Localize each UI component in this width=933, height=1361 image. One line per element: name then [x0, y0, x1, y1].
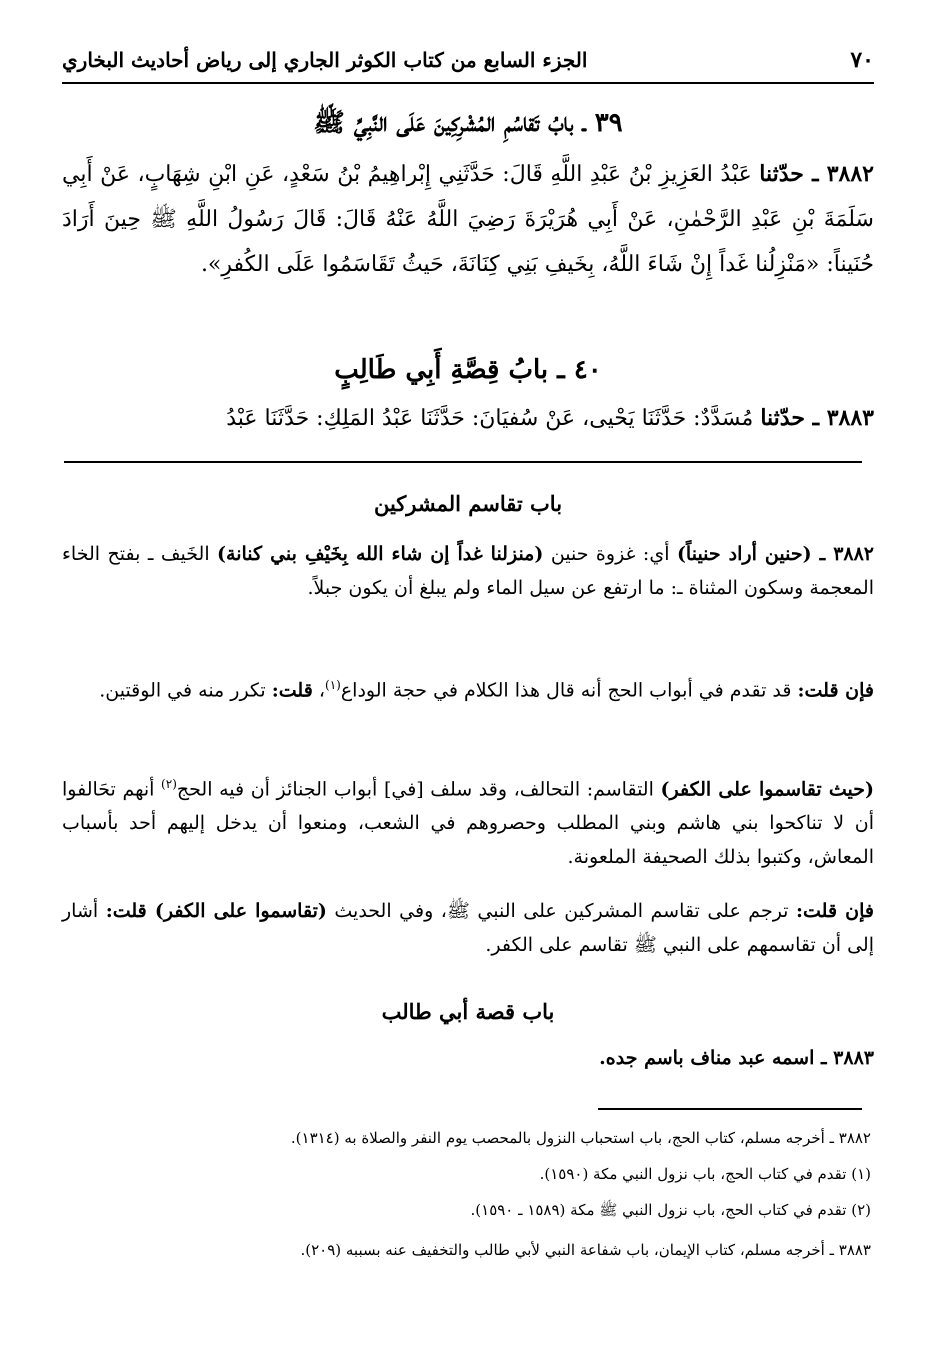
commentary-p4-text-b: أشار إلى أن تقاسمهم على النبي ﷺ تقاسم على الكفر. [62, 900, 874, 956]
commentary-p3-heading: (حيث تقاسموا على الكفر) [660, 778, 875, 801]
commentary-title-2: باب قصة أبي طالب [381, 999, 555, 1024]
commentary-p2-question: فإن قلت: [797, 679, 874, 702]
hadith-3883-text: مُسَدَّدٌ: حَدَّثَنَا يَحْيى، عَنْ سُفيَانَ: حَدَّثَنَا عَبْدُ المَلِكِ: حَدَّثَنَا عَبْدُ [226, 406, 754, 431]
commentary-p1-mid: أي: غزوة حنين [550, 543, 670, 565]
hadith-3882-number: ٣٨٨٢ ـ حدّثنا [759, 161, 874, 187]
chapter-40-title: ٤٠ ـ بابُ قِصَّةِ أَبِي طَالِبٍ [334, 355, 602, 385]
commentary-paragraph-4 [62, 894, 874, 962]
commentary-p4-question: فإن قلت: [796, 900, 874, 922]
footnote-rule [598, 1108, 862, 1110]
footnote-3883: ٣٨٨٣ ـ أخرجه مسلم، كتاب الإيمان، باب شفاعة النبي لأبي طالب والتخفيف عنه بسببه (٢٠٩). [300, 1241, 871, 1259]
footnote-2: (٢) تقدم في كتاب الحج، باب نزول النبي ﷺ مكة (١٥٨٩ ـ ١٥٩٠). [470, 1201, 871, 1219]
hadith-3883 [62, 396, 874, 441]
commentary-p2-text-a: قد تقدم في أبواب الحج أنه قال هذا الكلام في حجة الوداع [340, 679, 792, 702]
commentary-p5-heading: ٣٨٨٣ ـ اسمه عبد مناف باسم جده. [599, 1047, 874, 1069]
commentary-p2-comma: ، [318, 679, 325, 702]
page-number: ٧٠ [850, 47, 874, 73]
commentary-p4-text-a: ترجم على تقاسم المشركين على النبي ﷺ، وفي الحديث [334, 900, 789, 922]
commentary-p4-quote: (تقاسموا على الكفر) قلت: [105, 900, 327, 922]
commentary-paragraph-2 [62, 668, 874, 707]
chapter-39-title: ٣٩ ـ بابُ تَقاسُمِ المُشْرِكِينَ عَلَى النَّبِيِّ ﷺ [313, 108, 623, 138]
commentary-paragraph-1 [62, 537, 874, 605]
commentary-paragraph-5 [62, 1041, 874, 1075]
running-title: الجزء السابع من كتاب الكوثر الجاري إلى رياض أحاديث البخاري [62, 48, 588, 72]
footnote-1: (١) تقدم في كتاب الحج، باب نزول النبي مكة (١٥٩٠). [539, 1165, 871, 1183]
hadith-3882 [62, 152, 874, 287]
commentary-p1-quote: (منزلنا غداً إن شاء الله بِخَيْفِ بني كنانة) [217, 543, 544, 565]
hadith-3883-number: ٣٨٨٣ ـ حدّثنا [760, 405, 874, 431]
commentary-p2-answer: قلت: [271, 679, 313, 702]
commentary-p3-text-b: أنهم تحَالفوا أن لا تناكحوا بني هاشم وبني المطلب وحصروهم في الشعب، ومنعوا أن يدخل إليهم أحد بأسباب المعاش، وكتبوا بذلك الصحيفة الملعونة. [62, 778, 874, 869]
commentary-p1-text: الخَيف ـ بفتح الخاء المعجمة وسكون المثناة ـ: ما ارتفع عن سيل الماء ولم يبلغ أن يكون جبلاً. [62, 543, 874, 599]
footnote-3882: ٣٨٨٢ ـ أخرجه مسلم، كتاب الحج، باب استحباب النزول بالمحصب يوم النفر والصلاة به (١٣١٤). [290, 1129, 871, 1147]
footnote-ref-1: (١) [325, 678, 341, 692]
section-divider [64, 461, 862, 463]
commentary-p1-heading: ٣٨٨٢ ـ (حنين أراد حنيناً) [676, 543, 875, 565]
footnote-ref-2: (٢) [161, 777, 177, 791]
running-header [62, 38, 874, 84]
commentary-title-1: باب تقاسم المشركين [373, 491, 563, 516]
commentary-p2-text-b: تكرر منه في الوقتين. [99, 679, 266, 702]
commentary-p3-text-a: التقاسم: التحالف، وقد سلف [في] أبواب الجنائز أن فيه الحج [176, 778, 654, 801]
commentary-paragraph-3 [62, 767, 874, 874]
hadith-3882-text: عَبْدُ العَزِيزِ بْنُ عَبْدِ اللَّهِ قَالَ: حَدَّثَنِي إِبْراهِيمُ بْنُ سَعْدٍ، عَنِ ابْنِ شِهَابٍ، عَنْ أَبِي سَلَمَةَ بْنِ عَبْدِ الرَّحْمٰنِ، عَنْ أَبِي هُرَيْرَةَ رَضِيَ اللَّهُ عَنْهُ قَالَ: قَالَ رَسُولُ اللَّهِ ﷺ حِينَ أَرَادَ حُنَيناً: «مَنْزِلُنا غَداً إِنْ شَاءَ اللَّهُ، بِخَيفِ بَنِي كِنَانَةَ، حَيثُ تَقَاسَمُوا عَلَى الكُفرِ». [62, 162, 874, 277]
